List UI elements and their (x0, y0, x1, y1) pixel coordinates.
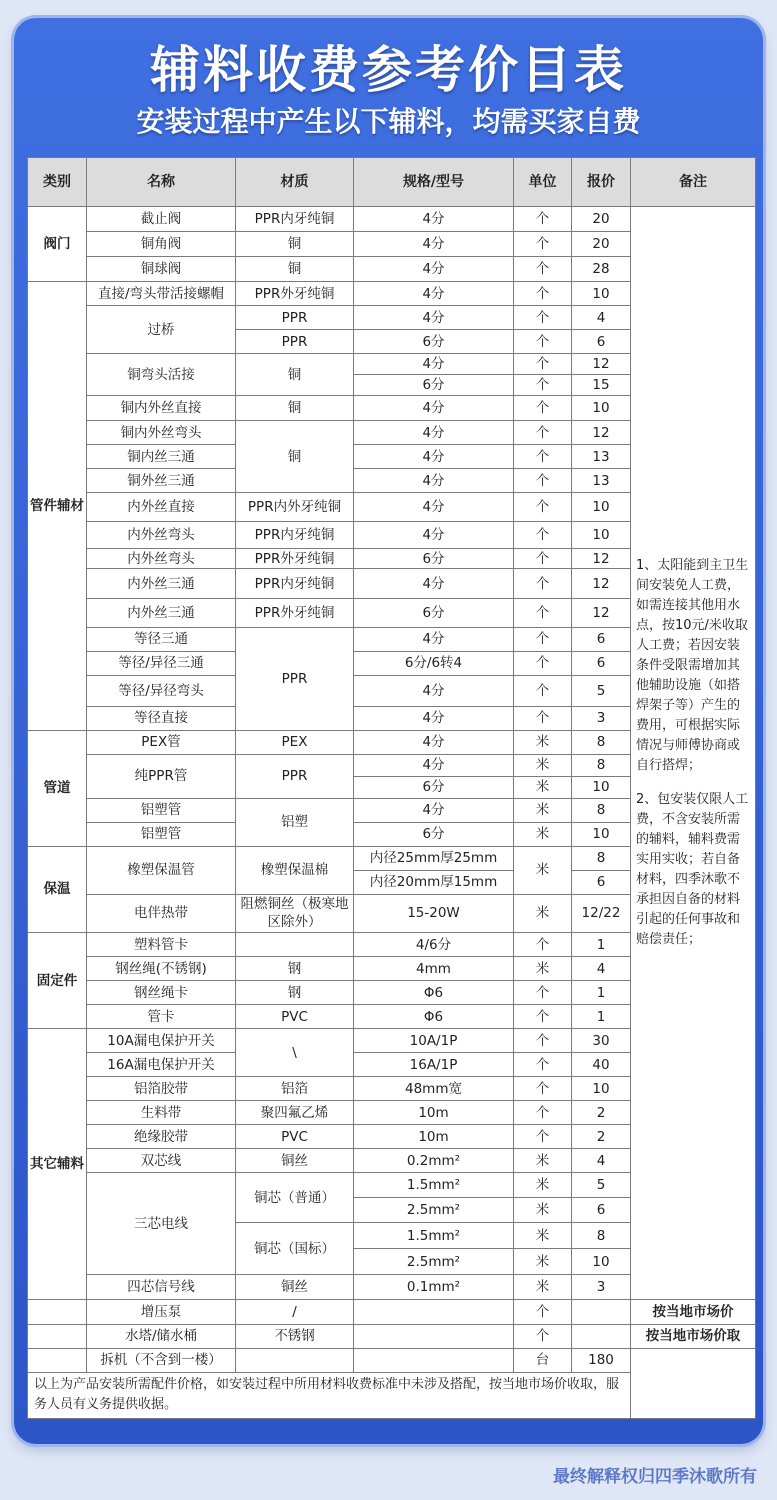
table-row (28, 1348, 756, 1372)
item-name: 双芯线 (87, 1149, 236, 1173)
item-material: 铝塑 (236, 798, 354, 846)
item-unit: 个 (514, 675, 572, 706)
item-material (236, 1348, 354, 1372)
item-unit: 米 (514, 846, 572, 894)
item-unit: 个 (514, 549, 572, 569)
item-price: 8 (572, 1223, 631, 1249)
item-spec (354, 1348, 514, 1372)
item-spec: 0.1mm² (354, 1275, 514, 1300)
item-name: 铜球阀 (87, 257, 236, 282)
item-unit: 个 (514, 1005, 572, 1029)
item-name: 橡塑保温管 (87, 846, 236, 894)
table-footnote: 以上为产品安装所需配件价格，如安装过程中所用材料收费标准中未涉及搭配，按当地市场价收取，服务人员有义务提供收据。 (28, 1372, 631, 1418)
item-name: 铜外丝三通 (87, 469, 236, 493)
item-name: 拆机（不含到一楼） (87, 1348, 236, 1372)
item-unit: 个 (514, 933, 572, 957)
item-price: 6 (572, 1198, 631, 1223)
item-unit: 米 (514, 1223, 572, 1249)
item-material: 钢 (236, 957, 354, 981)
item-spec: 4分 (354, 396, 514, 421)
item-price: 20 (572, 207, 631, 232)
item-name: 铜弯头活接 (87, 354, 236, 396)
item-unit: 个 (514, 257, 572, 282)
item-name: 铜内丝三通 (87, 445, 236, 469)
item-spec: 6分/6转4 (354, 651, 514, 675)
item-material: PPR外牙纯铜 (236, 598, 354, 627)
item-unit: 个 (514, 1029, 572, 1053)
item-name: 水塔/储水桶 (87, 1324, 236, 1348)
item-material: PPR (236, 330, 354, 354)
item-price: 4 (572, 306, 631, 330)
item-price (572, 1300, 631, 1324)
item-name: 铜角阀 (87, 232, 236, 257)
item-material: / (236, 1300, 354, 1324)
item-name: 等径/异径弯头 (87, 675, 236, 706)
item-material: 铜丝 (236, 1149, 354, 1173)
item-unit: 个 (514, 396, 572, 421)
item-category-empty (28, 1348, 87, 1372)
item-name: 铝塑管 (87, 822, 236, 846)
item-spec: Φ6 (354, 981, 514, 1005)
item-unit: 个 (514, 651, 572, 675)
item-material (236, 933, 354, 957)
item-spec: 4分 (354, 730, 514, 754)
item-name: 内外丝直接 (87, 493, 236, 522)
footer-copyright: 最终解释权归四季沐歌所有 (553, 1467, 757, 1487)
item-price: 10 (572, 396, 631, 421)
item-spec: 4分 (354, 469, 514, 493)
item-unit: 米 (514, 822, 572, 846)
item-name: 内外丝三通 (87, 569, 236, 598)
item-unit: 个 (514, 627, 572, 651)
item-unit: 米 (514, 1173, 572, 1198)
item-spec: 4mm (354, 957, 514, 981)
item-price: 4 (572, 1149, 631, 1173)
item-price: 5 (572, 675, 631, 706)
col-header-unit: 单位 (514, 158, 572, 207)
item-name: 钢丝绳(不锈钢) (87, 957, 236, 981)
item-material: 铜芯（普通） (236, 1173, 354, 1223)
item-remark: 按当地市场价取 (631, 1324, 756, 1348)
item-remark: 按当地市场价 (631, 1300, 756, 1324)
item-spec: 4分 (354, 282, 514, 306)
item-spec: 4分 (354, 754, 514, 776)
item-material: PPR (236, 754, 354, 798)
page-title: 辅料收费参考价目表 (150, 41, 627, 99)
item-unit: 个 (514, 569, 572, 598)
item-spec: 4/6分 (354, 933, 514, 957)
item-price: 12 (572, 598, 631, 627)
item-name: 铜内外丝直接 (87, 396, 236, 421)
category-pipe: 管道 (28, 730, 87, 846)
item-name: 截止阀 (87, 207, 236, 232)
item-unit: 个 (514, 1101, 572, 1125)
item-spec: 4分 (354, 627, 514, 651)
item-material: 不锈钢 (236, 1324, 354, 1348)
item-price: 12/22 (572, 894, 631, 932)
remark-text-2: 2、包安装仅限人工费，不含安装所需的辅料，辅料费需实用实收；若自备材料，四季沐歌不承担因自备的材料引起的任何事故和赔偿责任； (636, 792, 749, 948)
item-spec: 内径25mm厚25mm (354, 846, 514, 870)
item-spec: 2.5mm² (354, 1249, 514, 1275)
item-price: 180 (572, 1348, 631, 1372)
item-price: 12 (572, 549, 631, 569)
item-price: 5 (572, 1173, 631, 1198)
item-price: 6 (572, 627, 631, 651)
table-row (28, 1300, 756, 1324)
item-price: 10 (572, 1249, 631, 1275)
item-unit: 个 (514, 354, 572, 375)
item-price: 10 (572, 1077, 631, 1101)
item-name: 过桥 (87, 306, 236, 354)
item-price: 20 (572, 232, 631, 257)
item-spec: 6分 (354, 822, 514, 846)
item-unit: 个 (514, 282, 572, 306)
item-unit: 个 (514, 706, 572, 730)
item-spec: 2.5mm² (354, 1198, 514, 1223)
item-name: PEX管 (87, 730, 236, 754)
item-price: 40 (572, 1053, 631, 1077)
item-spec: 1.5mm² (354, 1173, 514, 1198)
item-name: 内外丝弯头 (87, 522, 236, 549)
item-name: 铝塑管 (87, 798, 236, 822)
item-unit: 个 (514, 306, 572, 330)
item-price: 3 (572, 706, 631, 730)
item-material: 铜 (236, 232, 354, 257)
item-spec: 1.5mm² (354, 1223, 514, 1249)
item-material: PPR (236, 306, 354, 330)
item-spec: 10m (354, 1125, 514, 1149)
item-material: PPR内牙纯铜 (236, 522, 354, 549)
price-sheet (27, 157, 755, 1419)
item-unit: 个 (514, 469, 572, 493)
item-unit: 米 (514, 776, 572, 798)
item-unit: 个 (514, 375, 572, 396)
item-price: 13 (572, 445, 631, 469)
item-spec: 6分 (354, 549, 514, 569)
item-unit: 个 (514, 1300, 572, 1324)
item-spec: 4分 (354, 306, 514, 330)
item-material: 铜 (236, 354, 354, 396)
item-price: 2 (572, 1101, 631, 1125)
item-unit: 个 (514, 1324, 572, 1348)
item-name: 绝缘胶带 (87, 1125, 236, 1149)
item-price: 8 (572, 754, 631, 776)
item-unit: 米 (514, 957, 572, 981)
category-valve: 阀门 (28, 207, 87, 282)
item-unit: 米 (514, 798, 572, 822)
item-name: 内外丝三通 (87, 598, 236, 627)
item-spec: 0.2mm² (354, 1149, 514, 1173)
item-unit: 个 (514, 207, 572, 232)
item-category-empty (28, 1324, 87, 1348)
item-price: 13 (572, 469, 631, 493)
item-material: PPR外牙纯铜 (236, 549, 354, 569)
item-name: 三芯电线 (87, 1173, 236, 1275)
item-unit: 个 (514, 232, 572, 257)
item-unit: 米 (514, 1149, 572, 1173)
item-price (572, 1324, 631, 1348)
item-name: 增压泵 (87, 1300, 236, 1324)
item-unit: 台 (514, 1348, 572, 1372)
item-spec: Φ6 (354, 1005, 514, 1029)
item-name: 铝箔胶带 (87, 1077, 236, 1101)
item-remark-empty (631, 1348, 756, 1418)
item-spec: 4分 (354, 675, 514, 706)
item-spec: 4分 (354, 569, 514, 598)
item-spec: 4分 (354, 421, 514, 445)
item-spec: 4分 (354, 522, 514, 549)
item-price: 28 (572, 257, 631, 282)
item-spec: 内径20mm厚15mm (354, 870, 514, 894)
item-spec: 10m (354, 1101, 514, 1125)
item-unit: 米 (514, 894, 572, 932)
item-name: 铜内外丝弯头 (87, 421, 236, 445)
col-header-category: 类别 (28, 158, 87, 207)
table-row (28, 207, 756, 232)
col-header-remark: 备注 (631, 158, 756, 207)
item-unit: 个 (514, 421, 572, 445)
item-price: 12 (572, 421, 631, 445)
item-material: 阻燃铜丝（极寒地区除外） (236, 894, 354, 932)
item-unit: 个 (514, 981, 572, 1005)
item-price: 1 (572, 933, 631, 957)
item-price: 6 (572, 651, 631, 675)
item-unit: 米 (514, 730, 572, 754)
item-name: 10A漏电保护开关 (87, 1029, 236, 1053)
item-price: 12 (572, 569, 631, 598)
item-price: 10 (572, 822, 631, 846)
item-name: 钢丝绳卡 (87, 981, 236, 1005)
item-material: PPR内外牙纯铜 (236, 493, 354, 522)
item-material: 铜 (236, 421, 354, 493)
item-spec: 6分 (354, 375, 514, 396)
item-price: 10 (572, 493, 631, 522)
item-spec: 4分 (354, 354, 514, 375)
item-name: 等径三通 (87, 627, 236, 651)
item-price: 3 (572, 1275, 631, 1300)
item-spec (354, 1324, 514, 1348)
item-material: PPR (236, 627, 354, 730)
item-unit: 个 (514, 330, 572, 354)
item-price: 10 (572, 522, 631, 549)
item-material: 铜 (236, 396, 354, 421)
item-spec (354, 1300, 514, 1324)
item-spec: 4分 (354, 798, 514, 822)
item-price: 6 (572, 870, 631, 894)
item-material: PPR内牙纯铜 (236, 569, 354, 598)
item-unit: 米 (514, 1198, 572, 1223)
item-category-empty (28, 1300, 87, 1324)
item-spec: 4分 (354, 232, 514, 257)
item-spec: 6分 (354, 598, 514, 627)
category-insulation: 保温 (28, 846, 87, 932)
item-unit: 米 (514, 1275, 572, 1300)
col-header-price: 报价 (572, 158, 631, 207)
item-spec: 10A/1P (354, 1029, 514, 1053)
item-price: 15 (572, 375, 631, 396)
price-table (27, 157, 756, 1419)
item-unit: 个 (514, 1053, 572, 1077)
item-spec: 4分 (354, 207, 514, 232)
item-price: 1 (572, 981, 631, 1005)
table-row (28, 1324, 756, 1348)
category-other: 其它辅料 (28, 1029, 87, 1300)
item-unit: 个 (514, 522, 572, 549)
category-fittings: 管件辅材 (28, 282, 87, 731)
item-spec: 48mm宽 (354, 1077, 514, 1101)
item-unit: 米 (514, 1249, 572, 1275)
item-name: 内外丝弯头 (87, 549, 236, 569)
item-material: PPR外牙纯铜 (236, 282, 354, 306)
item-price: 30 (572, 1029, 631, 1053)
item-spec: 4分 (354, 445, 514, 469)
item-price: 8 (572, 730, 631, 754)
item-spec: 4分 (354, 493, 514, 522)
item-material: 铜芯（国标） (236, 1223, 354, 1275)
item-name: 塑料管卡 (87, 933, 236, 957)
item-material: \ (236, 1029, 354, 1077)
remark-text-1: 1、太阳能到主卫生间安装免人工费，如需连接其他用水点，按10元/米收取人工费；若因安装条件受限需增加其他辅助设施（如搭焊架子等）产生的费用，可根据实际情况与师傅协商或自行搭焊； (636, 558, 749, 774)
item-name: 纯PPR管 (87, 754, 236, 798)
item-name: 16A漏电保护开关 (87, 1053, 236, 1077)
item-price: 4 (572, 957, 631, 981)
table-header-row (28, 158, 756, 207)
item-price: 6 (572, 330, 631, 354)
item-material: PEX (236, 730, 354, 754)
item-name: 电伴热带 (87, 894, 236, 932)
item-spec: 16A/1P (354, 1053, 514, 1077)
item-name: 等径/异径三通 (87, 651, 236, 675)
item-material: PPR内牙纯铜 (236, 207, 354, 232)
item-unit: 米 (514, 754, 572, 776)
item-spec: 15-20W (354, 894, 514, 932)
item-name: 四芯信号线 (87, 1275, 236, 1300)
item-material: 钢 (236, 981, 354, 1005)
item-material: PVC (236, 1125, 354, 1149)
item-price: 8 (572, 846, 631, 870)
item-price: 10 (572, 282, 631, 306)
item-name: 生料带 (87, 1101, 236, 1125)
item-spec: 4分 (354, 257, 514, 282)
item-material: 铜 (236, 257, 354, 282)
item-material: 聚四氟乙烯 (236, 1101, 354, 1125)
col-header-material: 材质 (236, 158, 354, 207)
item-name: 直接/弯头带活接螺帽 (87, 282, 236, 306)
item-price: 1 (572, 1005, 631, 1029)
item-spec: 6分 (354, 776, 514, 798)
item-material: 橡塑保温棉 (236, 846, 354, 894)
item-material: 铝箔 (236, 1077, 354, 1101)
item-material: 铜丝 (236, 1275, 354, 1300)
item-price: 8 (572, 798, 631, 822)
item-unit: 个 (514, 445, 572, 469)
item-unit: 个 (514, 598, 572, 627)
item-price: 2 (572, 1125, 631, 1149)
col-header-name: 名称 (87, 158, 236, 207)
item-name: 等径直接 (87, 706, 236, 730)
item-unit: 个 (514, 493, 572, 522)
col-header-spec: 规格/型号 (354, 158, 514, 207)
item-spec: 4分 (354, 706, 514, 730)
item-spec: 6分 (354, 330, 514, 354)
category-fixing: 固定件 (28, 933, 87, 1029)
item-unit: 个 (514, 1077, 572, 1101)
item-material: PVC (236, 1005, 354, 1029)
page-subtitle: 安装过程中产生以下辅料，均需买家自费 (136, 105, 641, 138)
item-unit: 个 (514, 1125, 572, 1149)
item-price: 12 (572, 354, 631, 375)
item-name: 管卡 (87, 1005, 236, 1029)
item-price: 10 (572, 776, 631, 798)
remark-main (631, 207, 756, 1300)
